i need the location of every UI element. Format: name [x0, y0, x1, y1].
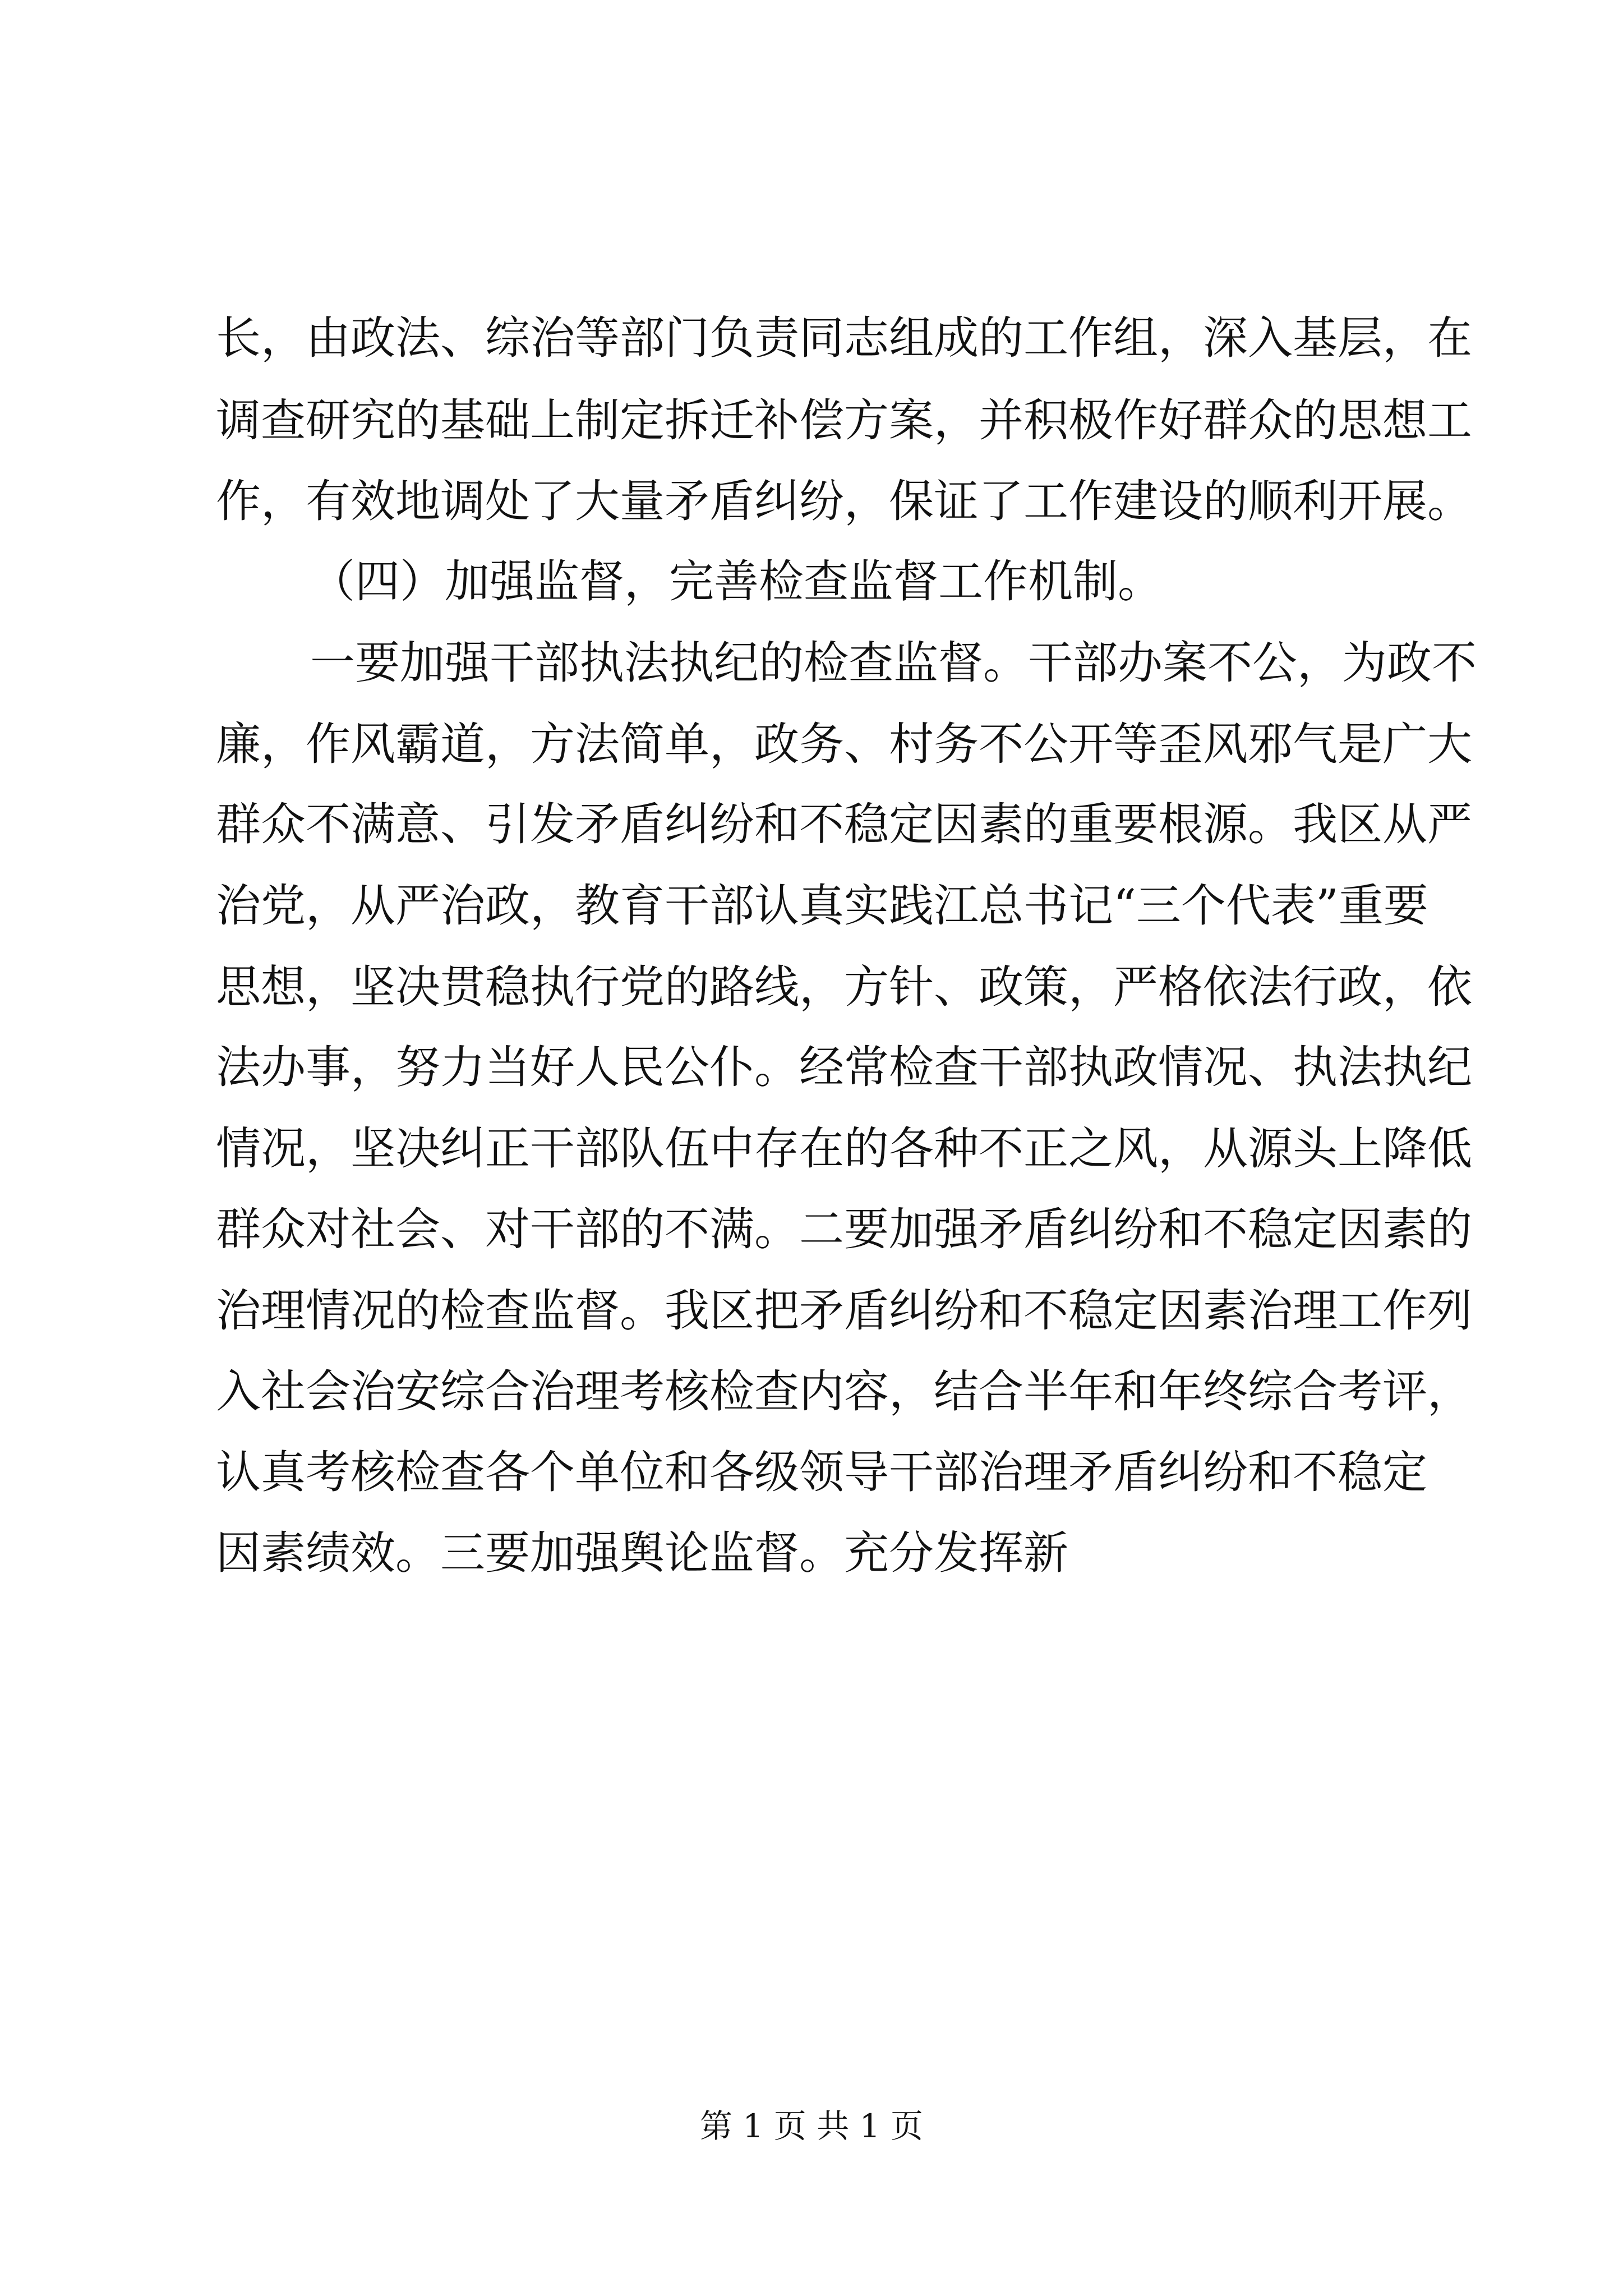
- body-line: 廉，作风霸道，方法简单，政务、村务不公开等歪风邪气是广大: [216, 718, 1472, 770]
- body-line: 作，有效地调处了大量矛盾纠纷，保证了工作建设的顺利开展。: [216, 475, 1472, 527]
- body-line: 治党，从严治政，教育干部认真实践江总书记“三个代表”重要: [216, 880, 1428, 932]
- body-line: 情况，坚决纠正干部队伍中存在的各种不正之风，从源头上降低: [216, 1122, 1472, 1175]
- body-line: 群众不满意、引发矛盾纠纷和不稳定因素的重要根源。我区从严: [216, 798, 1472, 850]
- body-line: 长，由政法、综治等部门负责同志组成的工作组，深入基层，在: [216, 312, 1472, 364]
- page-footer: 第 1 页 共 1 页: [700, 2107, 923, 2145]
- body-line: 调查研究的基础上制定拆迁补偿方案，并积极作好群众的思想工: [216, 394, 1472, 447]
- body-line: 法办事，努力当好人民公仆。经常检查干部执政情况、执法执纪: [216, 1041, 1472, 1093]
- paragraph-first-line: 一要加强干部执法执纪的检查监督。干部办案不公，为政不: [310, 637, 1477, 689]
- section-heading: （四）加强监督，完善检查监督工作机制。: [310, 555, 1163, 608]
- body-line: 治理情况的检查监督。我区把矛盾纠纷和不稳定因素治理工作列: [216, 1285, 1472, 1337]
- body-line: 认真考核检查各个单位和各级领导干部治理矛盾纠纷和不稳定: [216, 1446, 1427, 1498]
- body-line: 入社会治安综合治理考核检查内容，结合半年和年终综合考评，: [216, 1365, 1472, 1418]
- body-line-last: 因素绩效。三要加强舆论监督。充分发挥新: [216, 1527, 1068, 1579]
- body-line: 群众对社会、对干部的不满。二要加强矛盾纠纷和不稳定因素的: [216, 1203, 1472, 1255]
- body-line: 思想，坚决贯稳执行党的路线，方针、政策，严格依法行政，依: [216, 961, 1472, 1013]
